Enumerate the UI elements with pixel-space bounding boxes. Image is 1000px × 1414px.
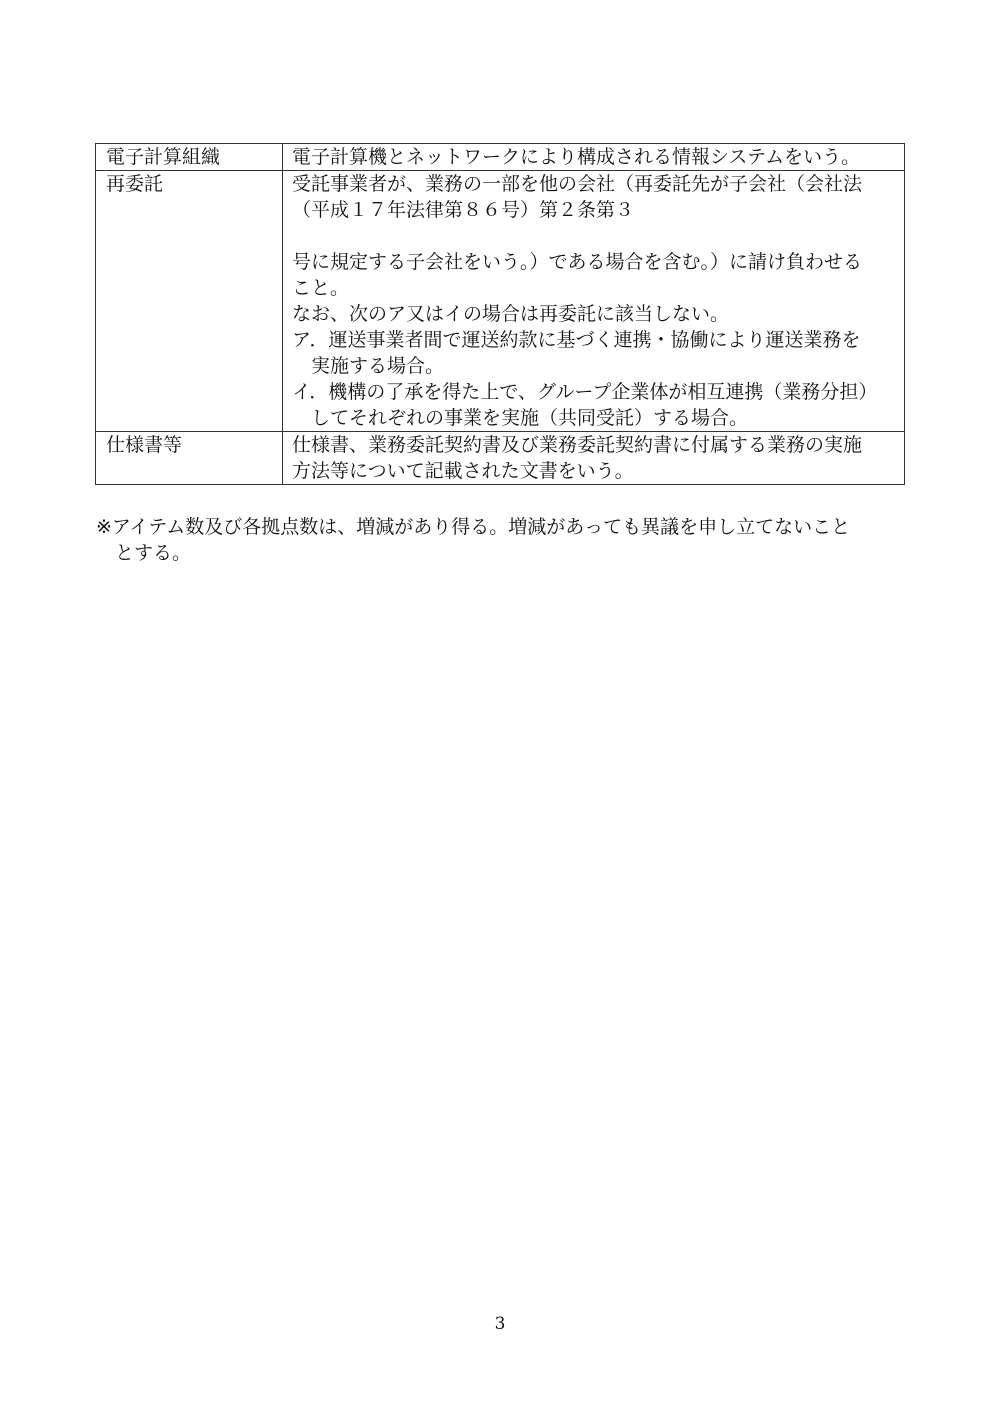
footnote — [96, 514, 908, 566]
exception-item-i-continued: してそれぞれの事業を実施（共同受託）する場合。 — [311, 407, 749, 429]
blank-line — [292, 223, 898, 249]
exception-item-a: ア．運送事業者間で運送約款に基づく連携・協働により運送業務を — [292, 329, 861, 351]
term-cell — [96, 432, 283, 485]
exception-item-a-continued: 実施する場合。 — [311, 355, 445, 377]
term-label: 仕様書等 — [106, 434, 183, 456]
definition-line: 号に規定する子会社をいう。）である場合を含む。）に請け負わせる — [292, 251, 863, 273]
footnote-line: ※アイテム数及び各拠点数は、増減があり得る。増減があっても異議を申し立てないこと — [96, 516, 851, 538]
definition-line: なお、次のア又はイの場合は再委託に該当しない。 — [292, 303, 730, 325]
table-row — [96, 432, 905, 485]
definition-line: 方法等について記載された文書をいう。 — [292, 460, 634, 482]
definition-cell — [283, 144, 905, 171]
term-label: 再委託 — [106, 173, 164, 195]
definition-line: こと。 — [292, 277, 350, 299]
definition-line: 仕様書、業務委託契約書及び業務委託契約書に付属する業務の実施 — [292, 434, 863, 456]
definitions-table — [95, 143, 905, 485]
term-cell — [96, 171, 283, 432]
page-number: 3 — [494, 1314, 506, 1334]
table-row — [96, 171, 905, 432]
footnote-line-continued: とする。 — [115, 542, 192, 564]
definition-cell — [283, 171, 905, 432]
term-label: 電子計算組織 — [106, 146, 221, 168]
definition-line: 電子計算機とネットワークにより構成される情報システムをいう。 — [292, 146, 861, 168]
definition-line: （平成１７年法律第８６号）第２条第３ — [292, 199, 635, 221]
table-row — [96, 144, 905, 171]
definition-line: 受託事業者が、業務の一部を他の会社（再委託先が子会社（会社法 — [292, 173, 863, 195]
exception-item-i: イ．機構の了承を得た上で、グループ企業体が相互連携（業務分担） — [292, 381, 878, 403]
definition-cell — [283, 432, 905, 485]
term-cell — [96, 144, 283, 171]
